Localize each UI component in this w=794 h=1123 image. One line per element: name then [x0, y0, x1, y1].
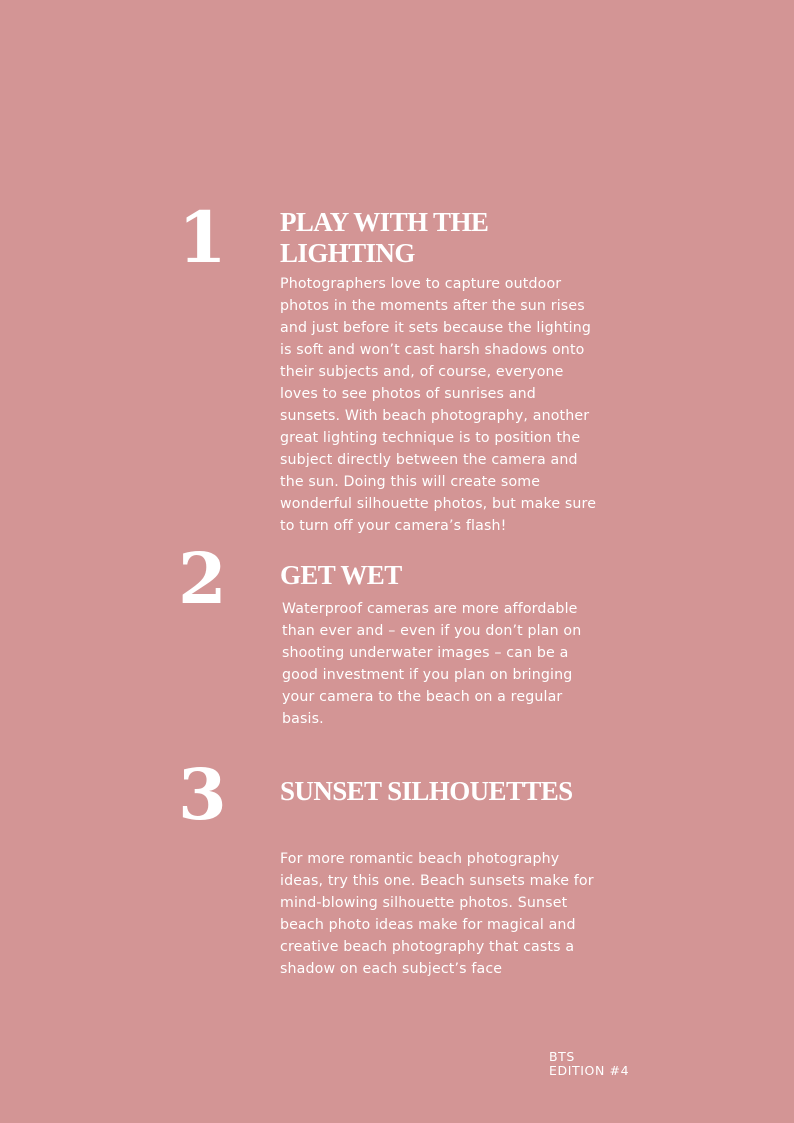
edition-label	[549, 1050, 629, 1078]
tip-title: GET WET	[280, 560, 402, 590]
tip-body: Waterproof cameras are more affordable than ever and – even if you don’t plan on shooting underwater images – can be a good investment if you plan on bringing your camera to the beach on a regular basis.	[282, 601, 582, 727]
tip-title: SUNSET SILHOUETTES	[280, 776, 573, 806]
tip-number: 2	[178, 537, 226, 620]
tip-number: 3	[178, 753, 226, 836]
footer-line-2: EDITION #4	[549, 1063, 630, 1078]
tip-body: For more romantic beach photography ideas, try this one. Beach sunsets make for mind-blowing silhouette photos. Sunset beach photo ideas make for magical and creative beach photography that casts a shadow on each subject’s face	[280, 851, 594, 977]
tip-body: Photographers love to capture outdoor photos in the moments after the sun rises and just before it sets because the lighting is soft and won’t cast harsh shadows onto their subjects and, of course, everyone loves to see photos of sunrises and sunsets. With beach photography, another great lighting technique is to position the subject directly between the camera and the sun. Doing this will create some wonderful silhouette photos, but make sure to turn off your camera’s flash!	[280, 276, 597, 534]
tip-number: 1	[178, 196, 226, 279]
footer-line-1: BTS	[549, 1049, 575, 1064]
tip-title: PLAY WITH THE LIGHTING	[280, 207, 489, 268]
